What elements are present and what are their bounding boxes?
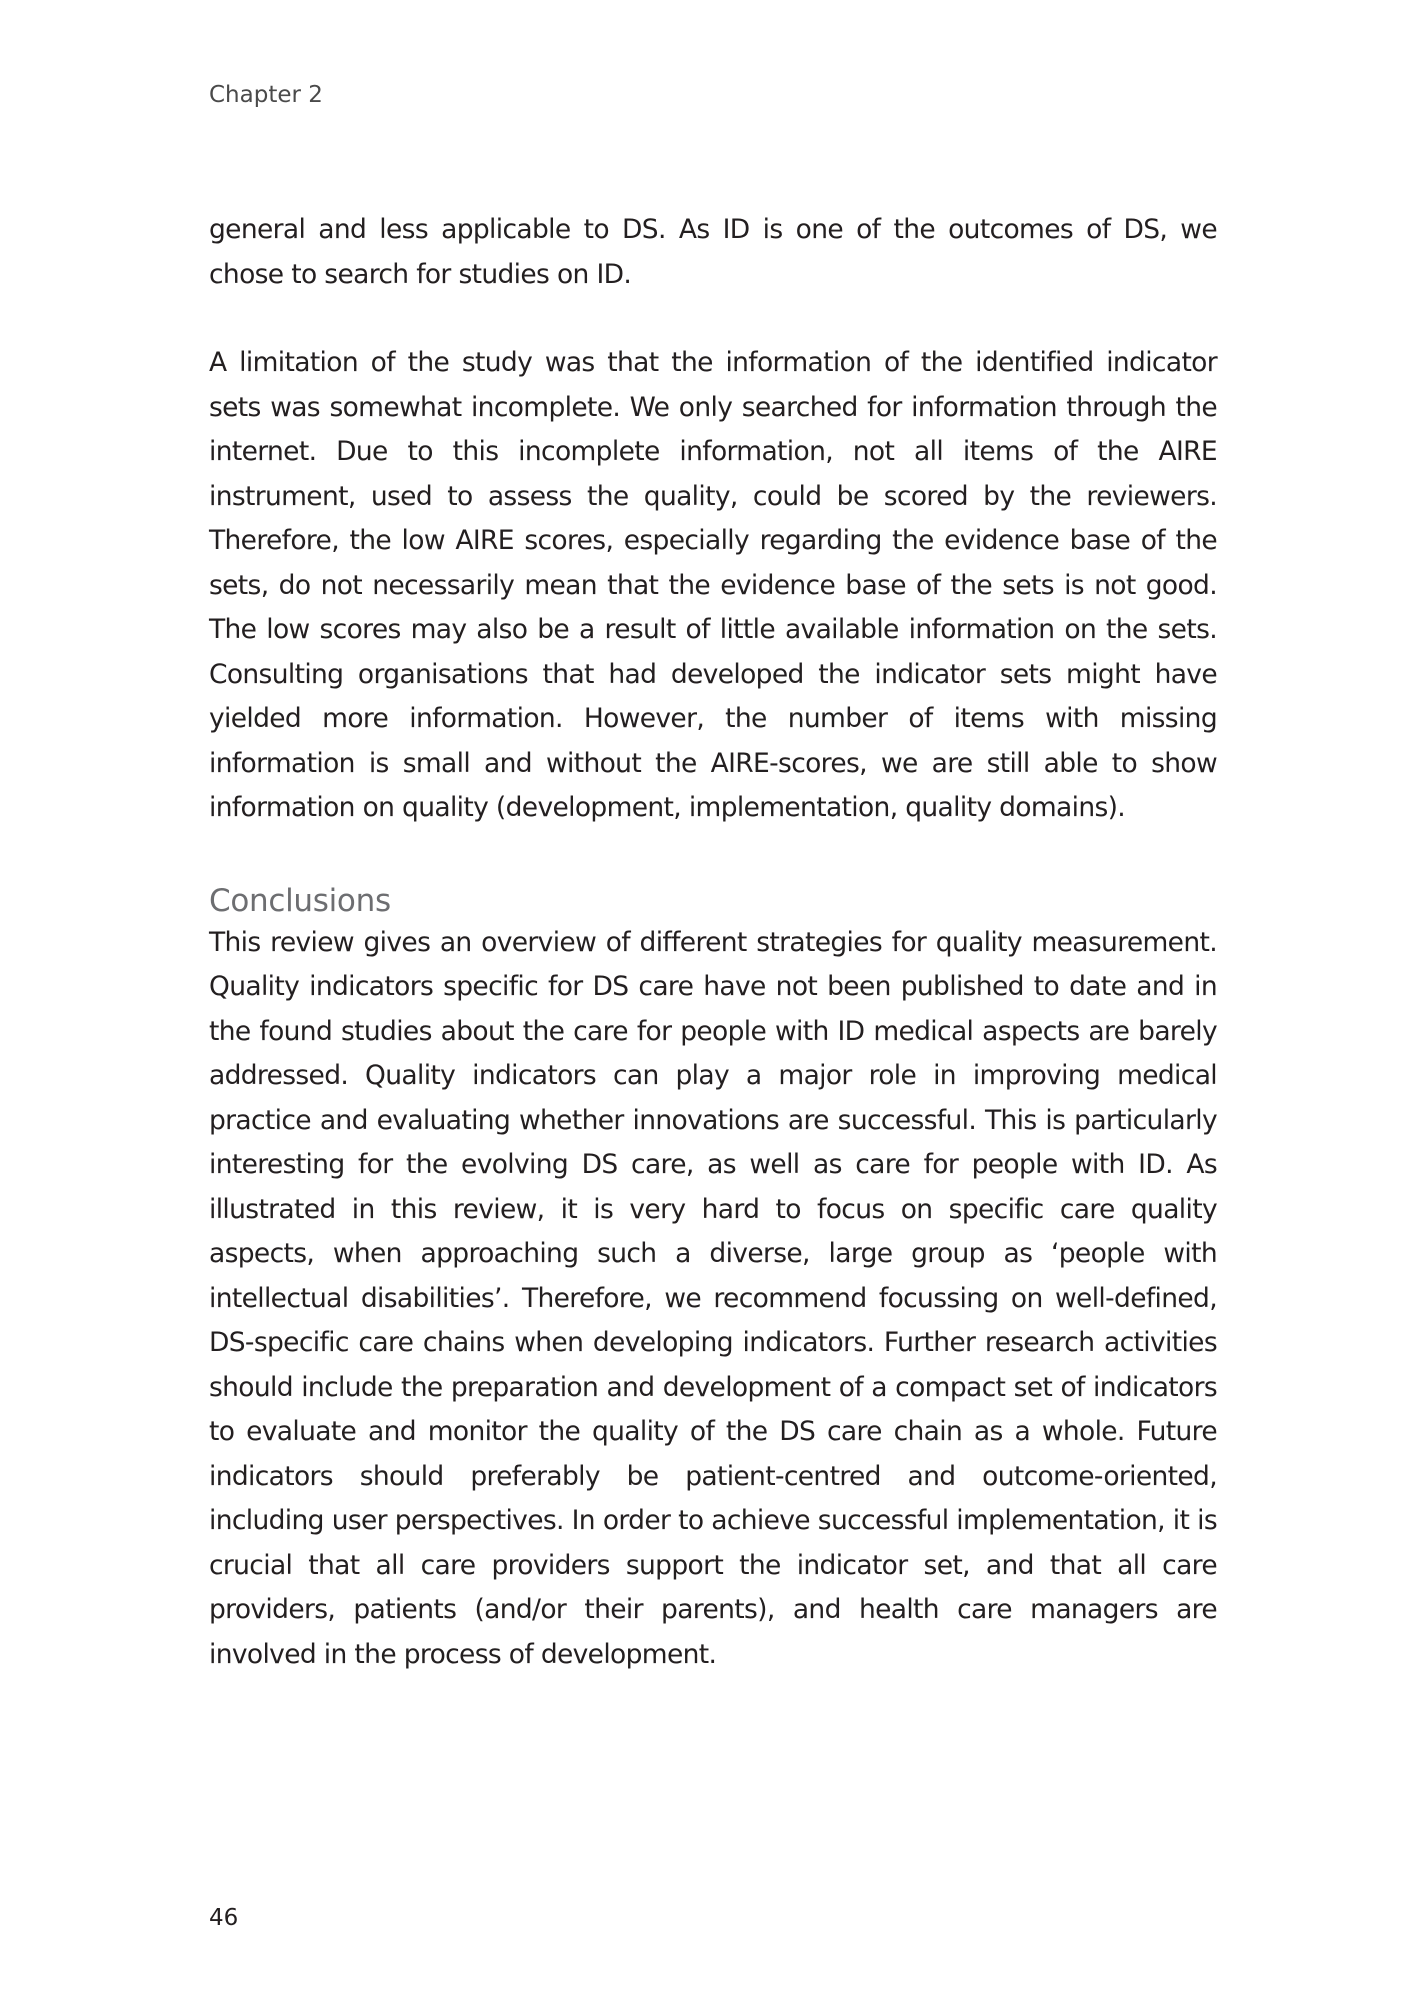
paragraph-continuation: general and less applicable to DS. As ID is one of the outcomes of DS, we chose to search for studies on ID. (209, 214, 1217, 290)
main-text (209, 208, 1217, 1677)
page-number: 46 (209, 1905, 239, 1931)
conclusions-heading: Conclusions (209, 882, 391, 919)
paragraph-gap (209, 831, 1217, 875)
paragraph-gap (209, 297, 1217, 341)
conclusions-paragraph: This review gives an overview of different strategies for quality measurement. Quality indicators specific for DS care have not been published to date and in the found studies about the care for people with ID medical aspects are barely addressed. Quality indicators can play a major role in improving medical practice and evaluating whether innovations are successful. This is particularly interesting for the evolving DS care, as well as care for people with ID. As illustrated in this review, it is very hard to focus on specific care quality aspects, when approaching such a diverse, large group as ‘people with intellectual disabilities’. Therefore, we recommend focussing on well-defined, DS-specific care chains when developing indicators. Further research activities should include the preparation and development of a compact set of indicators to evaluate and monitor the quality of the DS care chain as a whole. Future indicators should preferably be patient-centred and outcome-oriented, including user perspectives. In order to achieve successful implementation, it is crucial that all care providers support the indicator set, and that all care providers, patients (and/or their parents), and health care managers are involved in the process of development. (209, 926, 1217, 1670)
running-head: Chapter 2 (209, 82, 323, 108)
paragraph-limitation: A limitation of the study was that the information of the identified indicator sets was somewhat incomplete. We only searched for information through the internet. Due to this incomplete information, not all items of the AIRE instrument, used to assess the quality, could be scored by the reviewers. Therefore, the low AIRE scores, especially regarding the evidence base of the sets, do not necessarily mean that the evidence base of the sets is not good. The low scores may also be a result of little available information on the sets. Consulting organisations that had developed the indicator sets might have yielded more information. However, the number of items with missing information is small and without the AIRE-scores, we are still able to show information on quality (development, implementation, quality domains). (209, 347, 1217, 823)
